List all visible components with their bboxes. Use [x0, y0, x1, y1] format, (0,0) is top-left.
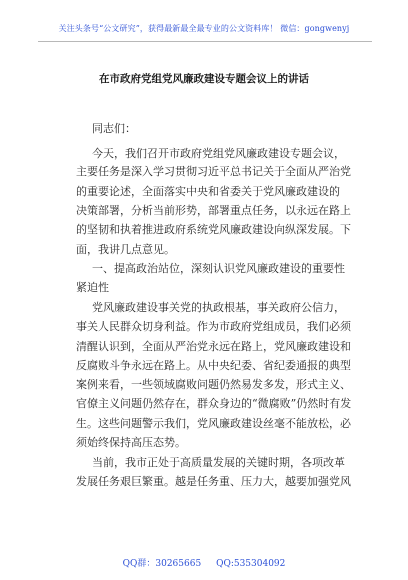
body-line: 事关人民群众切身利益。作为市政府党组成员，我们必须	[76, 320, 351, 333]
body-line: 主要任务是深入学习贯彻习近平总书记关于全面从严治党	[76, 165, 351, 178]
body-line: 今天，我们召开市政府党组党风廉政建设专题会议，	[92, 147, 345, 160]
body-line: 当前，我市正处于高质量发展的关键时期，各项改革	[92, 456, 345, 469]
salutation: 同志们：	[92, 122, 136, 135]
section-heading-continued: 紧迫性	[76, 281, 109, 294]
body-line: 生。这些问题警示我们，党风廉政建设丝毫不能放松，必	[76, 417, 351, 430]
body-line: 发展任务艰巨繁重。越是任务重、压力大，越要加强党风	[76, 475, 351, 488]
body-line: 决策部署，分析当前形势，部署重点任务，以永远在路上	[76, 204, 351, 217]
body-line: 党风廉政建设事关党的执政根基，事关政府公信力，	[92, 301, 345, 314]
body-line: 的坚韧和执着推进政府系统党风廉政建设向纵深发展。下	[76, 223, 351, 236]
body-line: 清醒认识到，全面从严治党永远在路上，党风廉政建设和	[76, 340, 351, 353]
body-line: 的重要论述，全面落实中央和省委关于党风廉政建设的	[76, 185, 340, 198]
header-note: 关注头条号“公文研究”，获得最新最全最专业的公文资料库！ 微信：gongwenyj	[58, 24, 350, 33]
section-heading: 一、提高政治站位，深刻认识党风廉政建设的重要性	[92, 262, 345, 275]
footer-qq: QQ:535304092	[216, 559, 286, 569]
header-divider	[38, 41, 372, 42]
document-title: 在市政府党组党风廉政建设专题会议上的讲话	[99, 73, 309, 85]
body-line: 面，我讲几点意见。	[76, 243, 175, 256]
body-line: 反腐败斗争永远在路上。从中央纪委、省纪委通报的典型	[76, 359, 351, 372]
body-line: 须始终保持高压态势。	[76, 436, 186, 449]
body-line: 案例来看，一些领域腐败问题仍然易发多发，形式主义、	[76, 378, 351, 391]
body-line: 官僚主义问题仍然存在，群众身边的“微腐败”仍然时有发	[76, 397, 352, 410]
footer-qq-group: QQ群：30265665	[122, 559, 202, 569]
footer-contact	[0, 556, 408, 569]
